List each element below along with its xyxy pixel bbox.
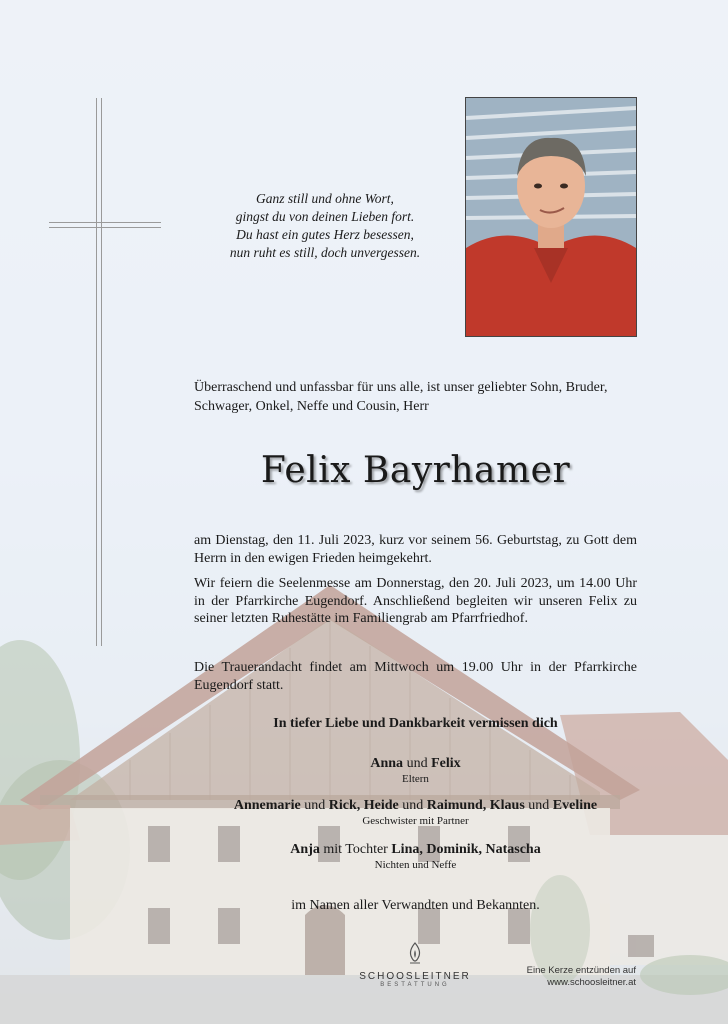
family-name: Lina, Dominik, Natascha <box>391 842 541 857</box>
website-link[interactable]: www.schoosleitner.at <box>547 977 636 988</box>
poem-line: Ganz still und ohne Wort, <box>256 191 394 206</box>
closing-line: In tiefer Liebe und Dankbarkeit vermissen dich <box>273 716 558 731</box>
family-relation: Geschwister mit Partner <box>362 815 469 827</box>
family-name: Felix <box>431 756 461 771</box>
funeral-home-logo <box>355 942 475 988</box>
family-name: Annemarie <box>233 798 301 813</box>
online-candle-note <box>500 965 636 989</box>
family-group-siblings <box>194 798 637 827</box>
death-announcement-paragraph: am Dienstag, den 11. Juli 2023, kurz vor seinem 56. Geburtstag, zu Gott dem Herrn in den ewigen Frieden heimgekehrt. <box>194 533 637 566</box>
candle-note-text: Eine Kerze entzünden auf <box>526 965 636 976</box>
funeral-mass-paragraph: Wir feiern die Seelenmesse am Donnerstag, den 20. Juli 2023, um 14.00 Uhr in der Pfarrkirche Eugendorf. Anschließend begleiten wir unseren Felix zu seiner letzten Ruhestätte im Familiengrab am Pfarrfriedhof. <box>194 576 637 626</box>
family-names <box>194 756 637 772</box>
poem-line: Du hast ein gutes Herz besessen, <box>236 227 414 242</box>
poem-line: nun ruht es still, doch unvergessen. <box>229 245 421 260</box>
family-name: Rick, Heide <box>328 798 399 813</box>
family-name: Anja <box>290 842 320 857</box>
family-connector: und <box>398 798 427 813</box>
prayer-service-paragraph: Die Trauerandacht findet am Mittwoch um 19.00 Uhr in der Pfarrkirche Eugendorf statt. <box>194 660 637 693</box>
relatives-line: im Namen aller Verwandten und Bekannten. <box>291 898 540 913</box>
family-connector: und <box>403 756 432 771</box>
family-relation: Eltern <box>402 773 429 785</box>
family-name: Eveline <box>552 798 598 813</box>
deceased-name: Felix Bayrhamer <box>260 450 571 491</box>
family-names <box>194 842 637 858</box>
intro-text: Überraschend und unfassbar für uns alle, ist unser geliebter Sohn, Bruder, Schwager, Onkel, Neffe und Cousin, Herr <box>194 380 608 414</box>
family-connector: mit Tochter <box>319 842 392 857</box>
logo-subtitle: BESTATTUNG <box>380 982 450 988</box>
family-group-nieces <box>194 842 637 871</box>
family-name: Raimund, Klaus <box>426 798 525 813</box>
family-connector: und <box>300 798 329 813</box>
poem-line: gingst du von deinen Lieben fort. <box>235 209 415 224</box>
family-relation: Nichten und Neffe <box>374 859 457 871</box>
family-name: Anna <box>370 756 404 771</box>
logo-name: SCHOOSLEITNER <box>359 971 471 982</box>
family-names <box>194 798 637 814</box>
candle-flame-icon <box>406 942 424 964</box>
family-connector: und <box>524 798 553 813</box>
family-group-parents <box>194 756 637 785</box>
memorial-poem <box>205 190 445 262</box>
portrait-photo <box>465 97 637 337</box>
